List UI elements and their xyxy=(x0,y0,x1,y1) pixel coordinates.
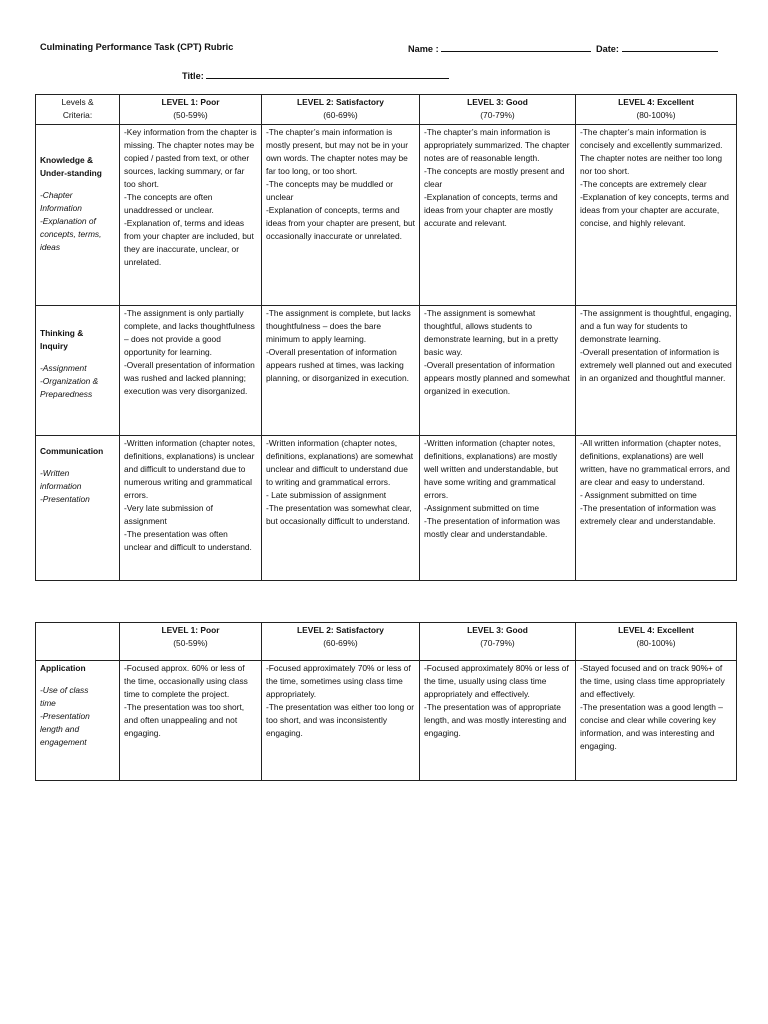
level-range: (60-69%) xyxy=(323,110,358,120)
rubric-cell-level-3: -The assignment is somewhat thoughtful, allows students to demonstrate learning, but in a pretty basic way. -Overall presentation of information appears mostly planned and somewhat organized in execution. xyxy=(420,306,576,436)
criteria-name: Application xyxy=(40,663,86,673)
rubric-cell-level-3: -Written information (chapter notes, definitions, explanations) are mostly well written and understandable, but have some writing and grammatical errors. -Assignment submitted on time -The presentation of information was mostly clear and understandable. xyxy=(420,436,576,581)
rubric-cell-level-3: -The chapter’s main information is appropriately summarized. The chapter notes are of reasonable length. -The concepts are mostly present and clear -Explanation of concepts, terms and ideas from your chapter are mostly accurate and relevant. xyxy=(420,125,576,306)
title-label: Title: xyxy=(182,71,204,81)
date-field xyxy=(596,41,718,55)
level-title: LEVEL 1: Poor xyxy=(161,97,220,107)
rubric-cell-level-1: -Focused approx. 60% or less of the time, occasionally using class time to complete the project. -The presentation was too short, and often unappealing and not engaging. xyxy=(120,661,262,781)
rubric-cell-level-3: -Focused approximately 80% or less of the time, usually using class time appropriately and effectively. -The presentation was of appropriate length, and was mostly interesting and engaging. xyxy=(420,661,576,781)
criteria-cell xyxy=(36,661,120,781)
rubric-cell-level-2: -The assignment is complete, but lacks thoughtfulness – does the bare minimum to apply learning. -Overall presentation of information appears rushed at times, was lacking planning, or disorganized in execution. xyxy=(262,306,420,436)
level-range: (70-79%) xyxy=(480,638,515,648)
criteria-row-thinking xyxy=(36,306,737,436)
criteria-row-communication xyxy=(36,436,737,581)
name-blank-line[interactable] xyxy=(441,41,591,52)
level-2-header xyxy=(262,95,420,125)
criteria-subitems: -Chapter Information -Explanation of concepts, terms, ideas xyxy=(40,190,102,252)
criteria-row-application xyxy=(36,661,737,781)
level-range: (50-59%) xyxy=(173,638,208,648)
criteria-name: Thinking & Inquiry xyxy=(40,328,84,351)
criteria-cell xyxy=(36,436,120,581)
corner-cell xyxy=(36,623,120,661)
criteria-subitems: -Use of class time -Presentation length and engagement xyxy=(40,685,90,747)
level-1-header xyxy=(120,95,262,125)
rubric-header-row xyxy=(36,95,737,125)
level-title: LEVEL 2: Satisfactory xyxy=(297,97,384,107)
rubric-cell-level-4: -Stayed focused and on track 90%+ of the time, using class time appropriately and effectively. -The presentation was a good length – concise and clear while covering key information, and was interesting and engaging. xyxy=(576,661,737,781)
rubric-cell-level-4: -The assignment is thoughtful, engaging, and a fun way for students to demonstrate learning. -Overall presentation of information is extremely well planned out and executed in an organized and thoughtful manner. xyxy=(576,306,737,436)
rubric-cell-level-2: -Focused approximately 70% or less of the time, sometimes using class time appropriately. -The presentation was either too long or too short, and was inconsistently engaging. xyxy=(262,661,420,781)
level-3-header xyxy=(420,95,576,125)
rubric-header-row xyxy=(36,623,737,661)
rubric-cell-level-1: -Key information from the chapter is missing. The chapter notes may be copied / pasted from text, or other sources, lacking summary, or far too short. -The concepts are often unaddressed or unclear. -Explanation of, terms and ideas from your chapter are included, but they are inaccurate, unclear, or unrelated. xyxy=(120,125,262,306)
level-range: (80-100%) xyxy=(636,638,676,648)
date-blank-line[interactable] xyxy=(622,41,718,52)
name-field xyxy=(408,41,591,55)
criteria-cell xyxy=(36,125,120,306)
title-field xyxy=(182,68,449,82)
criteria-cell xyxy=(36,306,120,436)
criteria-name: Knowledge & Under-standing xyxy=(40,155,102,178)
level-title: LEVEL 3: Good xyxy=(467,97,528,107)
name-label: Name : xyxy=(408,44,439,54)
document-title: Culminating Performance Task (CPT) Rubric xyxy=(40,42,234,52)
level-title: LEVEL 2: Satisfactory xyxy=(297,625,384,635)
rubric-table-1 xyxy=(35,94,737,581)
rubric-cell-level-4: -All written information (chapter notes, definitions, explanations) are well written, have no grammatical errors, and are clear and easy to understand. - Assignment submitted on time -The presentation of information was extremely clear and understandable. xyxy=(576,436,737,581)
level-range: (70-79%) xyxy=(480,110,515,120)
rubric-table-2 xyxy=(35,622,737,781)
rubric-cell-level-1: -Written information (chapter notes, definitions, explanations) is unclear and difficult to understand due to numerous writing and grammatical errors. -Very late submission of assignment -The presentation was often unclear and difficult to understand. xyxy=(120,436,262,581)
rubric-cell-level-1: -The assignment is only partially complete, and lacks thoughtfulness – does not provide a good opportunity for learning. -Overall presentation of information was rushed and lacked planning; execution was very disorganized. xyxy=(120,306,262,436)
level-1-header xyxy=(120,623,262,661)
level-4-header xyxy=(576,95,737,125)
level-title: LEVEL 4: Excellent xyxy=(618,625,694,635)
page-header xyxy=(40,41,730,81)
corner-cell: Levels & Criteria: xyxy=(36,95,120,125)
criteria-row-knowledge xyxy=(36,125,737,306)
criteria-name: Communication xyxy=(40,446,104,456)
rubric-cell-level-4: -The chapter’s main information is concisely and excellently summarized. The chapter notes are neither too long nor too short. -The concepts are extremely clear -Explanation of key concepts, terms and ideas from your chapter are accurate, concise, and highly relevant. xyxy=(576,125,737,306)
level-title: LEVEL 4: Excellent xyxy=(618,97,694,107)
level-range: (80-100%) xyxy=(636,110,676,120)
rubric-cell-level-2: -The chapter’s main information is mostly present, but may not be in your own words. The chapter notes may be far too long, or too short. -The concepts may be muddled or unclear -Explanation of concepts, terms and ideas from your chapter are present, but occasionally inaccurate or unrelated. xyxy=(262,125,420,306)
title-blank-line[interactable] xyxy=(206,68,449,79)
criteria-subitems: -Assignment -Organization & Preparedness xyxy=(40,363,99,399)
level-range: (60-69%) xyxy=(323,638,358,648)
level-2-header xyxy=(262,623,420,661)
level-3-header xyxy=(420,623,576,661)
level-range: (50-59%) xyxy=(173,110,208,120)
level-title: LEVEL 1: Poor xyxy=(161,625,220,635)
criteria-subitems: -Written information -Presentation xyxy=(40,468,90,504)
date-label: Date: xyxy=(596,44,619,54)
level-title: LEVEL 3: Good xyxy=(467,625,528,635)
level-4-header xyxy=(576,623,737,661)
rubric-cell-level-2: -Written information (chapter notes, definitions, explanations) are somewhat unclear and difficult to understand due to writing and grammatical errors. - Late submission of assignment -The presentation was somewhat clear, but occasionally difficult to understand. xyxy=(262,436,420,581)
